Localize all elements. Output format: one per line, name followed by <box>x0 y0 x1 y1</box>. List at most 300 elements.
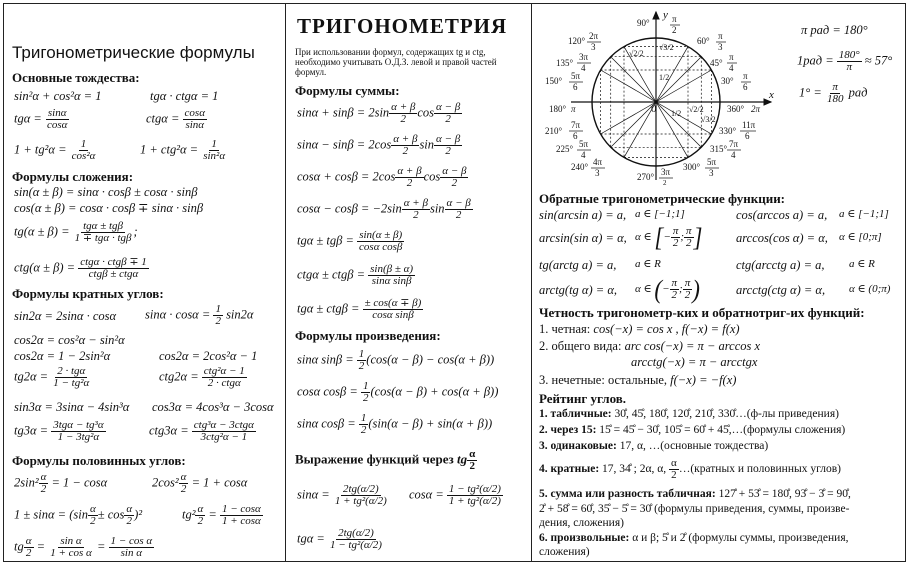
prod-f3-b: (sin(α − β) + sin(α + β)) <box>368 416 493 431</box>
mult-f2-right: sin2α <box>226 307 254 322</box>
sum-f1-num2: α − β <box>436 101 461 113</box>
half-f3-a: 1 ± sinα = (sin <box>14 507 88 522</box>
angles-l6-label: 6. произвольные: <box>539 532 630 544</box>
basic-identities-title: Основные тождества: <box>12 70 140 85</box>
mult-f7-left: ctg2α = <box>159 369 199 384</box>
inv-f7-den1: 2 <box>671 289 678 301</box>
sum-f2-num: α + β <box>393 133 418 145</box>
label-360-rad: 2π <box>751 104 761 114</box>
angles-l5-label: 5. сумма или разность табличная: <box>539 488 716 500</box>
angles-l2-label: 2. через 15: <box>539 424 597 436</box>
rad-f1: π рад = 180° <box>801 23 868 37</box>
inv-f3-cond-a: α ∈ <box>635 231 652 244</box>
sum-f3-den2: 2 <box>451 177 458 189</box>
rad-f3-den: 180 <box>826 93 844 105</box>
half-f5-num: α <box>25 535 32 547</box>
rad-f2-den: π <box>846 61 852 73</box>
column-right <box>531 4 907 561</box>
label-135-rad-den: 4 <box>581 63 586 73</box>
basic-f4 <box>146 108 207 131</box>
inv-f1: sin(arcsin a) = a, <box>539 208 627 222</box>
express-f1-num: 2tg(α/2) <box>342 483 379 495</box>
mult-f10-num: 3tgα − tg³α <box>53 419 104 431</box>
half-f5-den3: sin α <box>120 547 143 559</box>
half-f4-den2: 1 + cosα <box>221 515 261 527</box>
parity-l1 <box>539 323 740 336</box>
mult-f11-num: ctg³α − 3ctgα <box>193 419 254 431</box>
angles-l4-den: 2 <box>671 469 677 481</box>
basic-f1: sin²α + cos²α = 1 <box>14 89 102 103</box>
mult-f2-den: 2 <box>215 315 221 327</box>
label-315-deg: 315° <box>710 144 728 154</box>
sum-f4 <box>297 198 473 221</box>
express-f3-a: tgα = <box>297 531 325 546</box>
sum-f7-a: tgα ± ctgβ = <box>297 301 360 316</box>
half-f5 <box>14 536 154 559</box>
basic-f3 <box>14 108 69 131</box>
sum-f5-a: tgα ± tgβ = <box>297 233 354 248</box>
basic-f3-den: cosα <box>46 119 68 131</box>
express-title-text: Выражение функций через <box>295 451 454 467</box>
half-f4-num2: 1 − cosα <box>221 503 261 515</box>
mult-f10-den: 1 − 3tg²α <box>57 431 100 443</box>
inv-f3: arcsin(sin α) = α, <box>539 231 627 245</box>
basic-f3-left: tgα = <box>14 111 42 126</box>
basic-f4-den: sinα <box>185 119 205 131</box>
label-30-rad-den: 6 <box>743 82 748 92</box>
half-f4 <box>182 504 263 527</box>
add-f4-left: ctg(α ± β) = <box>14 260 76 275</box>
half-f3-den: 2 <box>90 515 96 527</box>
half-f4-den: 2 <box>197 515 204 527</box>
express-f2-den: 1 + tg²(α/2) <box>448 495 501 507</box>
sum-f4-b: sin <box>429 201 445 216</box>
sum-f2-a: sinα − sinβ = 2cos <box>297 137 392 152</box>
basic-f3-num: sinα <box>47 107 67 119</box>
inv-f3-den2: 2 <box>686 237 692 249</box>
mult-f6-den: 1 − tg²α <box>53 377 90 389</box>
prod-f1 <box>297 349 494 372</box>
value-sqrt2-x: √2/2 <box>689 105 704 114</box>
prod-f2-den: 2 <box>362 392 369 404</box>
express-title-den: 2 <box>469 460 475 472</box>
mult-f9: cos3α = 4cos³α − 3cosα <box>152 400 274 414</box>
express-f3-den: 1 − tg²(α/2) <box>329 539 382 551</box>
sum-f1-den: 2 <box>400 113 407 125</box>
page-title: ТРИГОНОМЕТРИЯ <box>297 14 508 38</box>
label-60-deg: 60° <box>697 36 710 46</box>
prod-f1-b: (cos(α − β) − cos(α + β)) <box>366 352 495 367</box>
half-f5-num3: 1 − cos α <box>110 535 153 547</box>
label-315-rad-den: 4 <box>731 150 736 160</box>
label-150-rad-den: 6 <box>573 82 578 92</box>
add-f1: sin(α ± β) = sinα · cosβ ± cosα · sinβ <box>14 185 198 199</box>
formula-sheet <box>3 3 906 562</box>
sum-f2-den: 2 <box>402 145 409 157</box>
half-f4-num: α <box>197 503 204 515</box>
express-f2-num: 1 − tg²(α/2) <box>448 483 501 495</box>
sum-f7-den: cosα sinβ <box>372 309 414 321</box>
mult-f7 <box>159 366 247 389</box>
label-225-rad-den: 4 <box>581 150 586 160</box>
basic-f6-den: sin²α <box>203 150 226 162</box>
half-f3-num2: α <box>126 503 133 515</box>
half-f1-a: 2sin² <box>14 475 39 490</box>
basic-f5-num: 1 <box>80 138 87 150</box>
label-90-rad-den: 2 <box>672 25 677 35</box>
half-f2 <box>152 472 247 495</box>
express-f1-den: 1 + tg²(α/2) <box>334 495 387 507</box>
basic-f6-num: 1 <box>211 138 217 150</box>
label-120-deg: 120° <box>568 36 586 46</box>
label-60-rad-num: π <box>718 31 723 41</box>
half-f2-num: α <box>180 471 187 483</box>
mult-f4: cos2α = 1 − 2sin²α <box>14 349 111 363</box>
prod-f2-a: cosα cosβ = <box>297 384 358 399</box>
inverse-title: Обратные тригонометрические функции: <box>539 191 786 206</box>
sum-f5 <box>297 230 404 253</box>
parity-l2 <box>539 340 760 353</box>
mult-f11-left: ctg3α = <box>149 423 189 438</box>
mult-f10-left: tg3α = <box>14 423 49 438</box>
sum-f4-a: cosα − cosβ = −2sin <box>297 201 402 216</box>
sum-f1 <box>297 102 462 125</box>
value-sqrt2-y: √2/2 <box>629 49 644 58</box>
inv-f6-cond: a ∈ R <box>849 258 875 270</box>
inv-f5: tg(arctg a) = a, <box>539 258 617 272</box>
express-f3 <box>297 528 384 551</box>
sum-f3-b: cos <box>423 169 441 184</box>
half-f3 <box>14 504 142 527</box>
angles-l4-num: α <box>671 457 677 469</box>
value-half-y: 1/2 <box>659 73 670 82</box>
half-f2-a: 2cos² <box>152 475 179 490</box>
prod-f3-a: sinα cosβ = <box>297 416 356 431</box>
express-f2 <box>409 484 503 507</box>
mult-f11-den: 3ctg²α − 1 <box>200 431 248 443</box>
value-sqrt3-x: √3/2 <box>701 115 716 124</box>
mult-f6-num: 2 · tgα <box>57 365 86 377</box>
half-f5-a: tg <box>14 539 24 554</box>
label-270-rad-den: 2 <box>663 179 667 186</box>
label-120-rad-num: 2π <box>589 31 599 41</box>
half-f1 <box>14 472 107 495</box>
prod-f3-num: 1 <box>360 412 367 424</box>
rad-f2 <box>797 50 892 73</box>
basic-f4-num: cosα <box>184 107 205 119</box>
label-45-rad-den: 4 <box>729 63 734 73</box>
paren-close-icon: ) <box>692 275 700 304</box>
sum-f1-den2: 2 <box>445 113 451 125</box>
inv-f3-num1: π <box>672 225 679 237</box>
sum-f1-num: α + β <box>391 101 416 113</box>
sum-f5-den: cosα cosβ <box>359 241 403 253</box>
angles-l3-label: 3. одинаковые: <box>539 440 617 452</box>
angles-l1 <box>539 409 839 421</box>
label-90-rad-num: π <box>672 14 677 24</box>
parity-l2-formula: arc cos(−x) = π − arccos x <box>624 339 761 353</box>
sum-f4-num2: α − β <box>446 197 471 209</box>
half-f5-b: = <box>36 539 46 554</box>
express-f3-num: 2tg(α/2) <box>338 527 374 539</box>
label-300-rad-den: 3 <box>709 168 714 178</box>
sum-f1-a: sinα + sinβ = 2sin <box>297 105 390 120</box>
angles-l5 <box>539 489 851 501</box>
rad-f2-a: 1рад = <box>797 53 834 68</box>
label-315-rad-num: 7π <box>729 139 739 149</box>
angles-l4-tail: …(кратных и половинных углов) <box>678 463 841 476</box>
basic-f5 <box>14 139 97 162</box>
label-60-rad-den: 3 <box>718 42 723 52</box>
label-45-deg: 45° <box>710 58 723 68</box>
inv-f2-cond: a ∈ [−1;1] <box>839 208 889 220</box>
sum-f4-den2: 2 <box>455 209 462 221</box>
add-f4 <box>14 257 149 280</box>
label-240-rad-den: 3 <box>595 168 600 178</box>
rad-f2-num: 180° <box>838 49 860 61</box>
basic-f5-left: 1 + tg²α = <box>14 142 67 157</box>
mult-f1: sin2α = 2sinα · cosα <box>14 309 117 323</box>
mult-f11 <box>149 420 256 443</box>
label-30-deg: 30° <box>721 76 734 86</box>
label-210-deg: 210° <box>545 126 563 136</box>
express-title-tg: tg <box>457 451 468 467</box>
parity-l1-formula: cos(−x) = cos x , f(−x) = f(x) <box>593 322 740 336</box>
half-f5-c: = <box>96 539 106 554</box>
sum-f6 <box>297 264 415 287</box>
basic-f6 <box>140 139 227 162</box>
angles-l6c: сложения) <box>539 546 590 558</box>
angles-l6-text: α и β; 5̊ и 2̊ (формулы суммы, произведения, <box>632 532 849 544</box>
half-f1-num: α <box>40 471 47 483</box>
basic-f2: tgα · ctgα = 1 <box>150 89 219 103</box>
x-axis-label: x <box>769 89 774 101</box>
sum-f2 <box>297 134 462 157</box>
add-f3-num: tgα ± tgβ <box>83 220 124 232</box>
half-f2-b: = 1 + cosα <box>191 475 248 490</box>
multiple-angles-title: Формулы кратных углов: <box>12 286 164 301</box>
half-f4-b: = <box>208 507 217 522</box>
inv-f5-cond: a ∈ R <box>635 258 661 270</box>
angles-l4-label: 4. кратные: <box>539 463 600 476</box>
parity-l3 <box>539 374 736 387</box>
angles-l2-text: 15̊ = 45̊ − 30̊, 105̊ = 60̊ + 45̊,…(формулы сложения) <box>599 424 846 436</box>
angles-l3-text: 17, α, …(основные тождества) <box>619 440 769 452</box>
parity-title: Четность тригонометр-ких и обратнотриг-их функций: <box>539 305 865 320</box>
express-f2-a: cosα = <box>409 487 444 502</box>
angles-title: Рейтинг углов. <box>539 391 627 406</box>
angles-l5d: дения, сложения) <box>539 517 624 529</box>
label-300-rad-num: 5π <box>707 157 717 167</box>
angles-l3 <box>539 441 768 453</box>
sum-f7-num: ± cos(α ∓ β) <box>364 297 422 309</box>
y-axis-arrow <box>653 12 659 19</box>
sum-f3-a: cosα + cosβ = 2cos <box>297 169 396 184</box>
angles-l5c: 2̊ + 58̊ = 60̊, 35̊ − 5̊ = 30̊ (формулы приведения, суммы, произве- <box>539 503 850 515</box>
add-f2: cos(α ± β) = cosα · cosβ ∓ sinα · sinβ <box>14 201 204 215</box>
label-270-rad-num: 3π <box>661 167 671 177</box>
label-135-rad-num: 3π <box>579 52 589 62</box>
column-left <box>4 4 286 561</box>
label-90-deg: 90° <box>637 18 650 28</box>
add-f3-left: tg(α ± β) = <box>14 224 70 239</box>
prod-f1-a: sinα sinβ = <box>297 352 354 367</box>
label-210-rad-den: 6 <box>573 131 578 141</box>
prod-f2 <box>297 381 498 404</box>
express-f1 <box>297 484 389 507</box>
inv-f7-den2: 2 <box>684 289 691 301</box>
mult-f7-num: ctg²α − 1 <box>203 365 245 377</box>
value-half-x: 1/2 <box>671 109 682 118</box>
mult-f2-num: 1 <box>215 303 221 315</box>
sum-f6-den: sinα sinβ <box>371 275 412 287</box>
sum-f6-a: ctgα ± ctgβ = <box>297 267 365 282</box>
inv-f2: cos(arccos a) = a, <box>736 208 828 222</box>
half-f5-den2: 1 + cos α <box>50 547 92 559</box>
add-f4-num: ctgα · ctgβ ∓ 1 <box>80 256 147 268</box>
inv-f8-cond: α ∈ (0;π) <box>849 283 891 295</box>
label-150-deg: 150° <box>545 76 563 86</box>
basic-f4-left: ctgα = <box>146 111 180 126</box>
prod-f2-b: (cos(α − β) + cos(α + β)) <box>370 384 499 399</box>
sum-f4-den: 2 <box>413 209 419 221</box>
angles-l6 <box>539 533 848 545</box>
half-f3-b: ± cos <box>97 507 125 522</box>
express-title <box>295 449 477 472</box>
mult-f5: cos2α = 2cos²α − 1 <box>159 349 258 363</box>
inv-f7-num2: π <box>684 277 691 289</box>
sum-f6-num: sin(β ± α) <box>370 263 414 275</box>
label-150-rad-num: 5π <box>571 71 581 81</box>
bracket-open-icon: [ <box>654 223 664 252</box>
label-225-rad-num: 5π <box>579 139 589 149</box>
rad-f3-a: 1° = <box>799 85 822 100</box>
sum-f3-num: α + β <box>397 165 422 177</box>
sheet-heading: Тригонометрические формулы <box>12 43 255 62</box>
angles-l2 <box>539 425 845 437</box>
label-330-rad-num: 11π <box>742 120 756 130</box>
half-f2-den: 2 <box>180 483 187 495</box>
half-f5-num2: sin α <box>60 535 82 547</box>
parity-l1-label: 1. четная: <box>539 322 591 336</box>
rad-f2-b: ≈ 57° <box>864 53 893 68</box>
mult-f8: sin3α = 3sinα − 4sin³α <box>14 400 130 414</box>
inv-f6: ctg(arcctg a) = a, <box>736 258 825 272</box>
label-120-rad-den: 3 <box>591 42 596 52</box>
inv-f4-cond: α ∈ [0;π] <box>839 231 882 243</box>
inv-f3-den1: 2 <box>672 237 679 249</box>
inv-f4: arccos(cos α) = α, <box>736 231 828 245</box>
intro-note: При использовании формул, содержащих tg и ctg, необходимо учитывать О.Д.З. левой и правой частей формул. <box>295 47 497 77</box>
product-title: Формулы произведения: <box>295 328 441 343</box>
label-45-rad-num: π <box>729 52 734 62</box>
angles-l4 <box>539 458 841 481</box>
angles-l1-label: 1. табличные: <box>539 408 612 420</box>
prod-f1-den: 2 <box>358 360 365 372</box>
half-f1-b: = 1 − cosα <box>51 475 108 490</box>
sum-f3-den: 2 <box>406 177 413 189</box>
sum-f3-num2: α − β <box>442 165 467 177</box>
angles-l1-text: 30̊, 45̊, 180̊, 120̊, 210̊, 330̊…(ф-лы приведения) <box>614 408 839 420</box>
label-210-rad-num: 7π <box>571 120 581 130</box>
inv-f3-num2: π <box>686 225 692 237</box>
column-middle <box>285 4 532 561</box>
sum-f7 <box>297 298 423 321</box>
paren-open-icon: ( <box>654 275 663 304</box>
unit-circle-diagram <box>531 4 791 186</box>
half-f3-den2: 2 <box>126 515 133 527</box>
prod-f1-num: 1 <box>358 348 365 360</box>
express-f1-a: sinα = <box>297 487 330 502</box>
add-f4-den: ctgβ ± ctgα <box>88 268 139 280</box>
inv-f7-sep: ; <box>679 283 683 296</box>
inv-f3-cond: α ∈ [− $\frac{\pi}{2}$ ; $\frac{\pi}{2}$ ] <box>635 223 703 252</box>
sum-f1-b: cos <box>417 105 435 120</box>
sum-f2-b: sin <box>419 137 435 152</box>
inv-f3-sep: ; <box>680 231 684 244</box>
sum-f5-num: sin(α ± β) <box>359 229 403 241</box>
add-f3 <box>14 221 138 244</box>
parity-l2c: arcctg(−x) = π − arcctgx <box>631 355 758 369</box>
value-sqrt3-y: √3/2 <box>659 43 674 52</box>
inv-f8: arcctg(ctg α) = α, <box>736 283 826 297</box>
inv-f1-cond: a ∈ [−1;1] <box>635 208 685 220</box>
inv-f7-cond-a: α ∈ <box>635 283 652 296</box>
rad-f3-num: π <box>832 81 838 93</box>
half-angles-title: Формулы половинных углов: <box>12 453 186 468</box>
prod-f2-num: 1 <box>362 380 369 392</box>
label-300-deg: 300° <box>683 162 701 172</box>
sum-f2-num2: α − β <box>436 133 461 145</box>
mult-f10 <box>14 420 106 443</box>
label-225-deg: 225° <box>556 144 574 154</box>
mult-f6-left: tg2α = <box>14 369 49 384</box>
label-30-rad-num: π <box>743 71 748 81</box>
basic-f6-left: 1 + ctg²α = <box>140 142 199 157</box>
rad-f3-b: рад <box>848 85 868 100</box>
angles-l4-text: 17, 34̊ ; 2α, α, <box>602 463 667 476</box>
label-330-rad-den: 6 <box>745 131 750 141</box>
label-origin: 0 <box>651 103 657 115</box>
inv-f7-cond: α ∈ (− $\frac{\pi}{2}$ ; $\frac{\pi}{2}$ ) <box>635 275 700 304</box>
parity-l3-label: 3. нечетные: остальные, <box>539 373 668 387</box>
half-f4-a: tg² <box>182 507 196 522</box>
add-f3-den: 1 ∓ tgα · tgβ <box>74 232 132 244</box>
label-180-rad: π <box>571 104 576 114</box>
mult-f2-left: sinα · cosα = <box>145 307 211 322</box>
add-f3-end: ; <box>133 224 138 239</box>
half-f1-den: 2 <box>40 483 47 495</box>
sum-f4-num: α + β <box>403 197 428 209</box>
basic-f5-den: cos²α <box>71 150 96 162</box>
label-240-deg: 240° <box>571 162 589 172</box>
rad-f3 <box>799 82 867 105</box>
mult-f6 <box>14 366 91 389</box>
inv-f7: arctg(tg α) = α, <box>539 283 618 297</box>
parity-l3-formula: f(−x) = −f(x) <box>670 373 737 387</box>
angles-l5-text: 127̊ + 53̊ = 180̊, 93̊ − 3̊ = 90̊, <box>718 488 851 500</box>
sum-f3 <box>297 166 468 189</box>
half-f5-den: 2 <box>25 547 32 559</box>
mult-f7-den: 2 · ctgα <box>207 377 241 389</box>
addition-title: Формулы сложения: <box>12 169 134 184</box>
sum-title: Формулы суммы: <box>295 83 400 98</box>
bracket-close-icon: ] <box>693 223 703 252</box>
prod-f3-den: 2 <box>360 424 367 436</box>
label-270-deg: 270° <box>637 172 655 182</box>
label-180-deg: 180° <box>549 104 567 114</box>
mult-f2 <box>145 304 253 327</box>
